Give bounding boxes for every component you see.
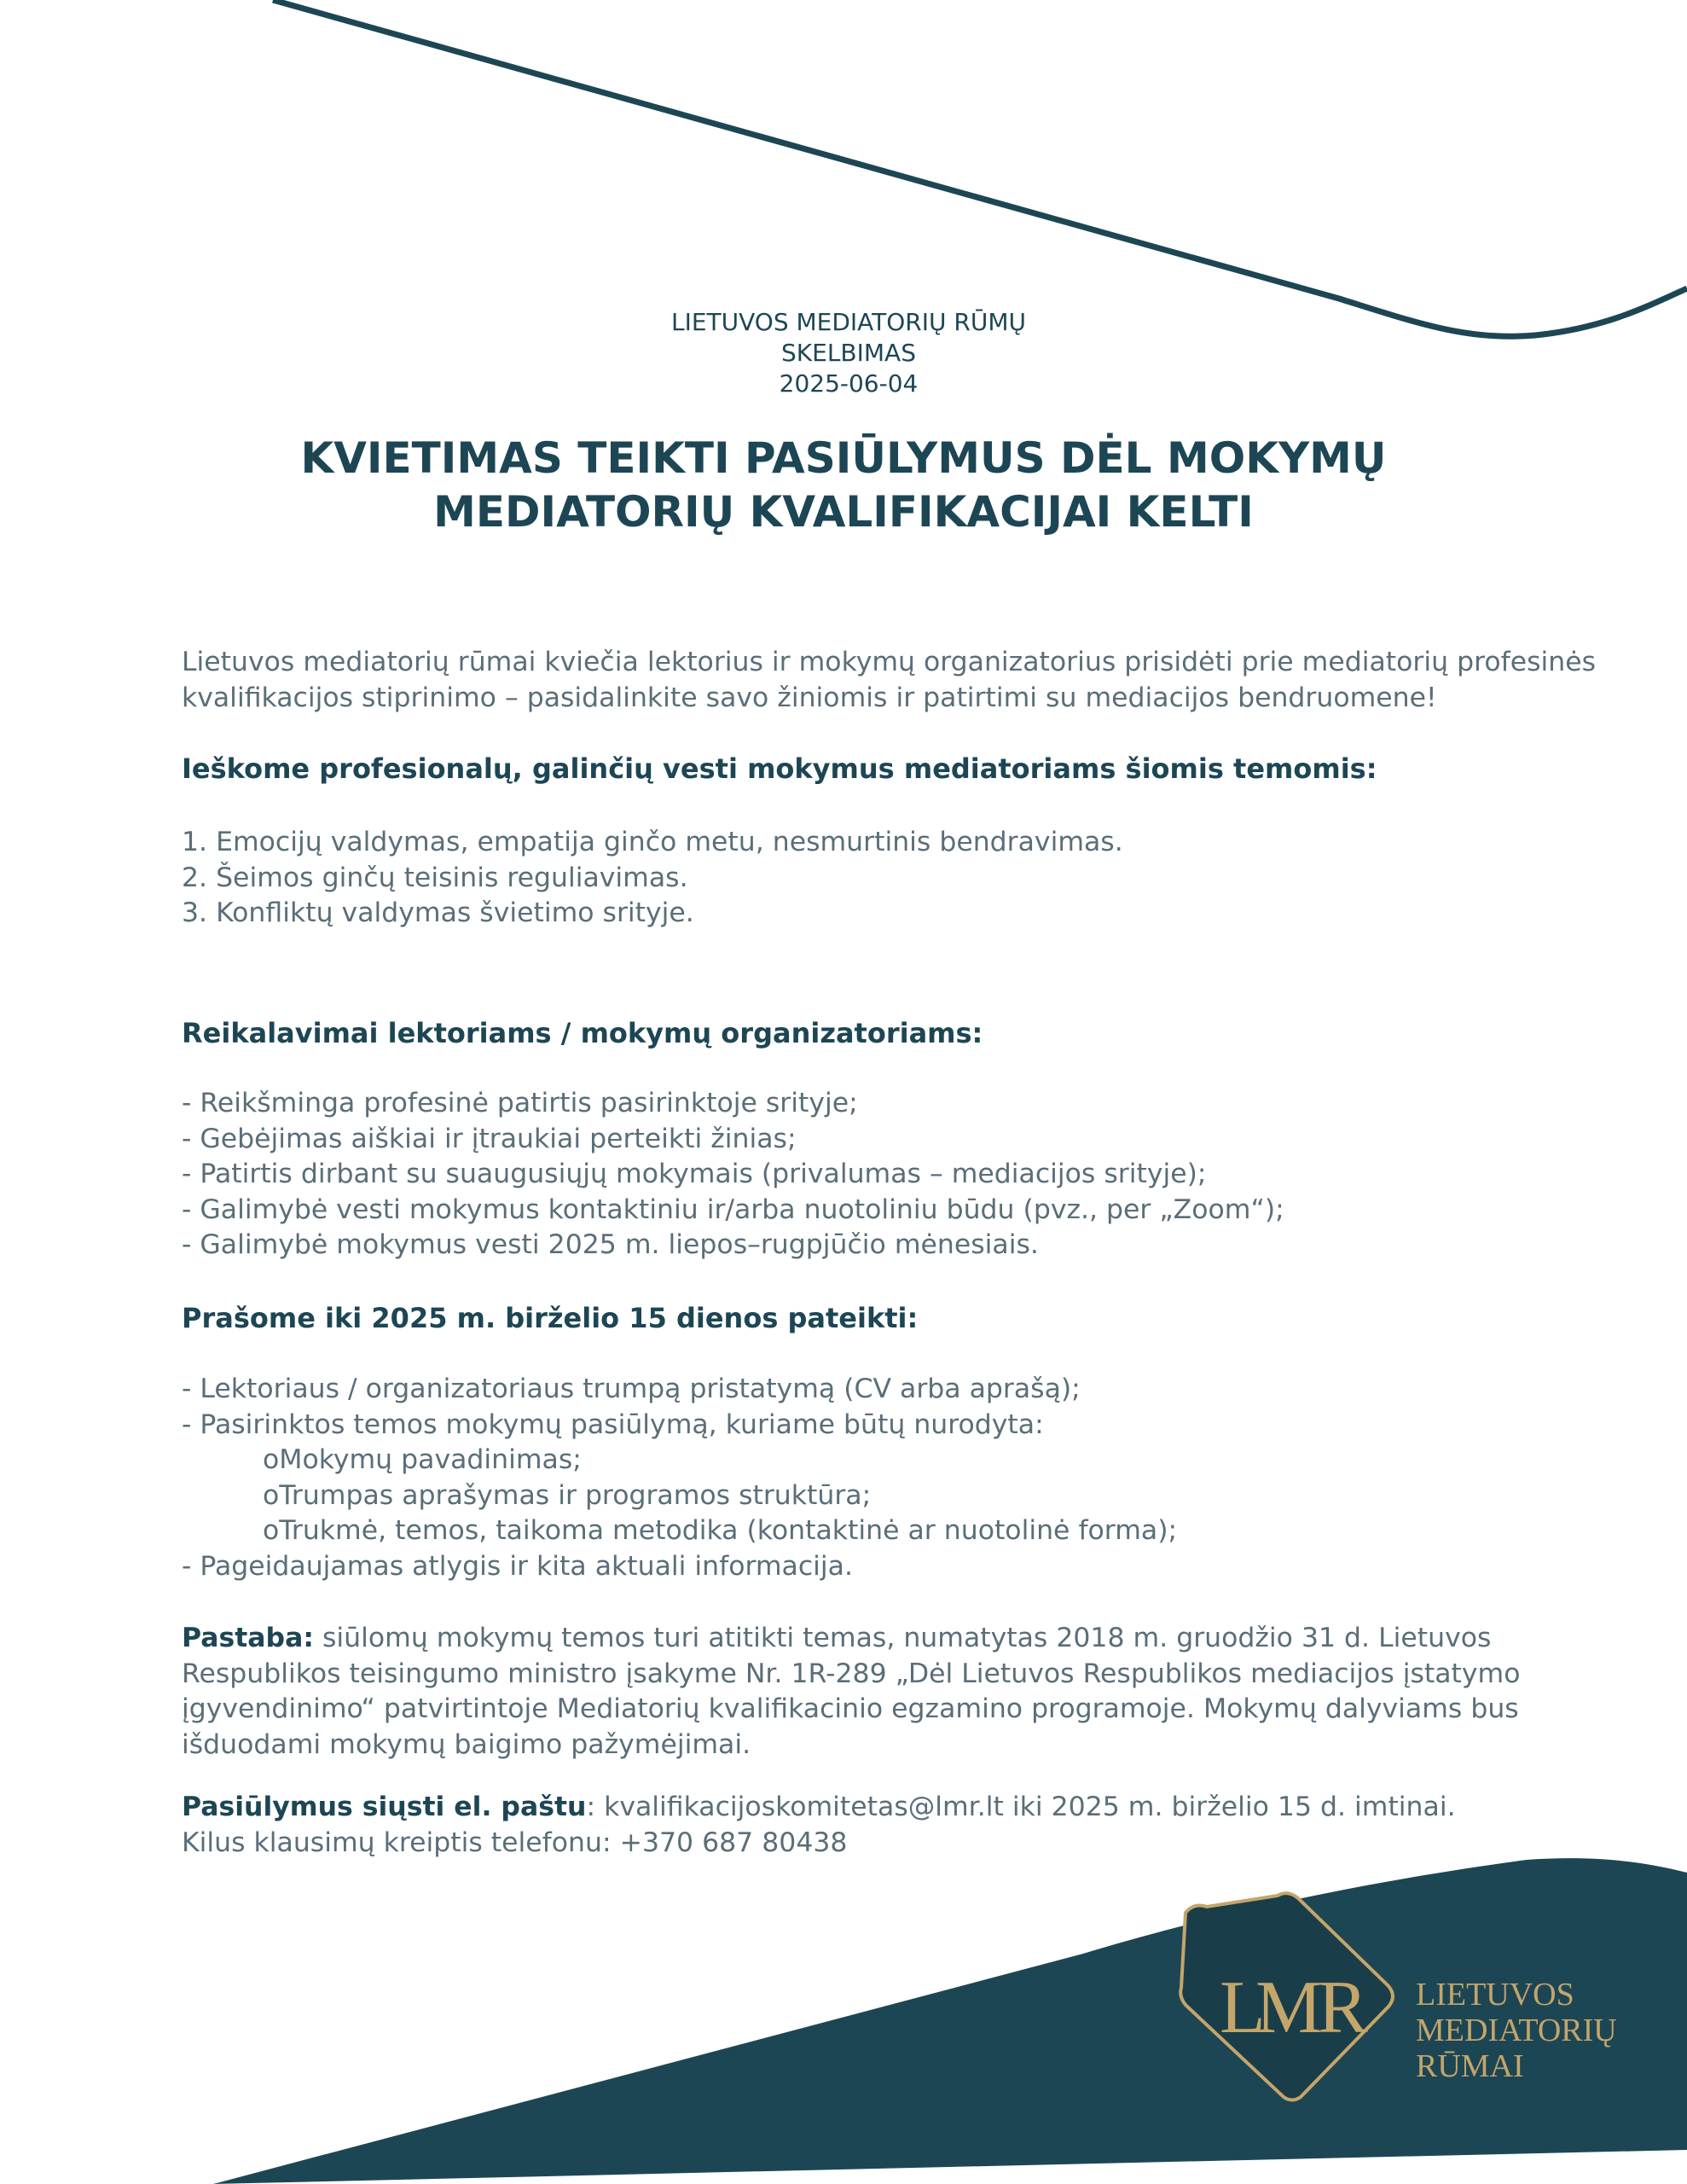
contact-email-text: : kvalifikacijoskomitetas@lmr.lt iki 2025 m. birželio 15 d. imtinai.: [586, 1792, 1456, 1822]
title-line2: MEDIATORIŲ KVALIFIKACIJAI KELTI: [433, 487, 1254, 537]
topic-item-3: 3. Konfliktų valdymas švietimo srityje.: [182, 897, 694, 928]
note-line2: Respublikos teisingumo ministro įsakyme Nr. 1R-289 „Dėl Lietuvos Respublikos mediacijos įstatymo: [182, 1658, 1521, 1689]
logo-text-line3: RŪMAI: [1416, 2048, 1524, 2084]
requirements-list: [182, 1086, 1284, 1263]
submission-list: [182, 1372, 1177, 1584]
submission-sub-item-1: oMokymų pavadinimas;: [263, 1444, 582, 1475]
requirement-item-2: - Gebėjimas aiškiai ir įtraukiai perteikti žinias;: [182, 1123, 797, 1154]
submission-sub-item-2: oTrumpas aprašymas ir programos struktūra;: [263, 1479, 872, 1511]
submission-item-3: - Pageidaujamas atlygis ir kita aktuali informacija.: [182, 1550, 853, 1582]
note-paragraph: [182, 1621, 1521, 1763]
requirements-heading: Reikalavimai lektoriams / mokymų organizatoriams:: [182, 1017, 983, 1049]
topic-item-2: 2. Šeimos ginčų teisinis reguliavimas.: [182, 862, 688, 893]
logo-text-line2: MEDIATORIŲ: [1416, 2013, 1617, 2048]
topic-item-1: 1. Emocijų valdymas, empatija ginčo metu, nesmurtinis bendravimas.: [182, 827, 1123, 857]
requirement-item-3: - Patirtis dirbant su suaugusiųjų mokymais (privalumas – mediacijos srityje);: [182, 1159, 1207, 1189]
svg-text:L: L: [1220, 1966, 1266, 2049]
contact-line1: [182, 1790, 1456, 1826]
title-line1: KVIETIMAS TEIKTI PASIŪLYMUS DĖL MOKYMŲ: [300, 433, 1387, 483]
intro-paragraph: [182, 645, 1596, 716]
top-wave-line: [273, 0, 1687, 336]
lmr-logo-monogram: [1220, 1966, 1368, 2049]
requirement-item-1: - Reikšminga profesinė patirtis pasirinktoje srityje;: [182, 1088, 858, 1118]
intro-line1: Lietuvos mediatorių rūmai kviečia lektorius ir mokymų organizatorius prisidėti prie mediatorių profesinės: [182, 647, 1597, 677]
contact-label: Pasiūlymus siųsti el. paštu: [182, 1792, 587, 1822]
page-title: [0, 432, 1687, 539]
requirement-item-5: - Galimybė mokymus vesti 2025 m. liepos–rugpjūčio mėnesiais.: [182, 1229, 1039, 1260]
svg-text:R: R: [1318, 1966, 1368, 2049]
requirement-item-4: - Galimybė vesti mokymus kontaktiniu ir/arba nuotoliniu būdu (pvz., per „Zoom“);: [182, 1194, 1284, 1225]
submission-item-2: - Pasirinktos temos mokymų pasiūlymą, kuriame būtų nurodyta:: [182, 1409, 1044, 1440]
contact-paragraph: [182, 1790, 1456, 1861]
intro-line2: kvalifikacijos stiprinimo – pasidalinkite savo žiniomis ir patirtimi su mediacijos bendruomene!: [182, 682, 1437, 713]
topics-heading: Ieškome profesionalų, galinčių vesti mokymus mediatoriams šiomis temomis:: [182, 752, 1377, 785]
submission-item-1: - Lektoriaus / organizatoriaus trumpą pristatymą (CV arba aprašą);: [182, 1374, 1081, 1404]
topics-list: [182, 825, 1123, 932]
note-line1: [182, 1621, 1521, 1657]
note-line4: išduodami mokymų baigimo pažymėjimai.: [182, 1728, 751, 1760]
contact-line2: Kilus klausimų kreiptis telefonu: +370 687 80438: [182, 1827, 848, 1858]
submission-sub-item-3: oTrukmė, temos, taikoma metodika (kontaktinė ar nuotolinė forma);: [263, 1515, 1178, 1546]
submission-heading: Prašome iki 2025 m. birželio 15 dienos pateikti:: [182, 1302, 919, 1334]
notice-header: [0, 307, 1687, 399]
header-date: 2025-06-04: [779, 369, 919, 398]
note-line1-text: siūlomų mokymų temos turi atitikti temas, numatytas 2018 m. gruodžio 31 d. Lietuvos: [313, 1623, 1492, 1653]
note-label: Pastaba:: [182, 1623, 314, 1653]
header-type: SKELBIMAS: [781, 339, 916, 367]
logo-text-line1: LIETUVOS: [1416, 1977, 1574, 2013]
note-line3: įgyvendinimo“ patvirtintoje Mediatorių kvalifikacinio egzamino programoje. Mokymų dalyviams bus: [182, 1693, 1519, 1724]
header-org: LIETUVOS MEDIATORIŲ RŪMŲ: [670, 308, 1027, 336]
svg-text:M: M: [1255, 1966, 1323, 2049]
